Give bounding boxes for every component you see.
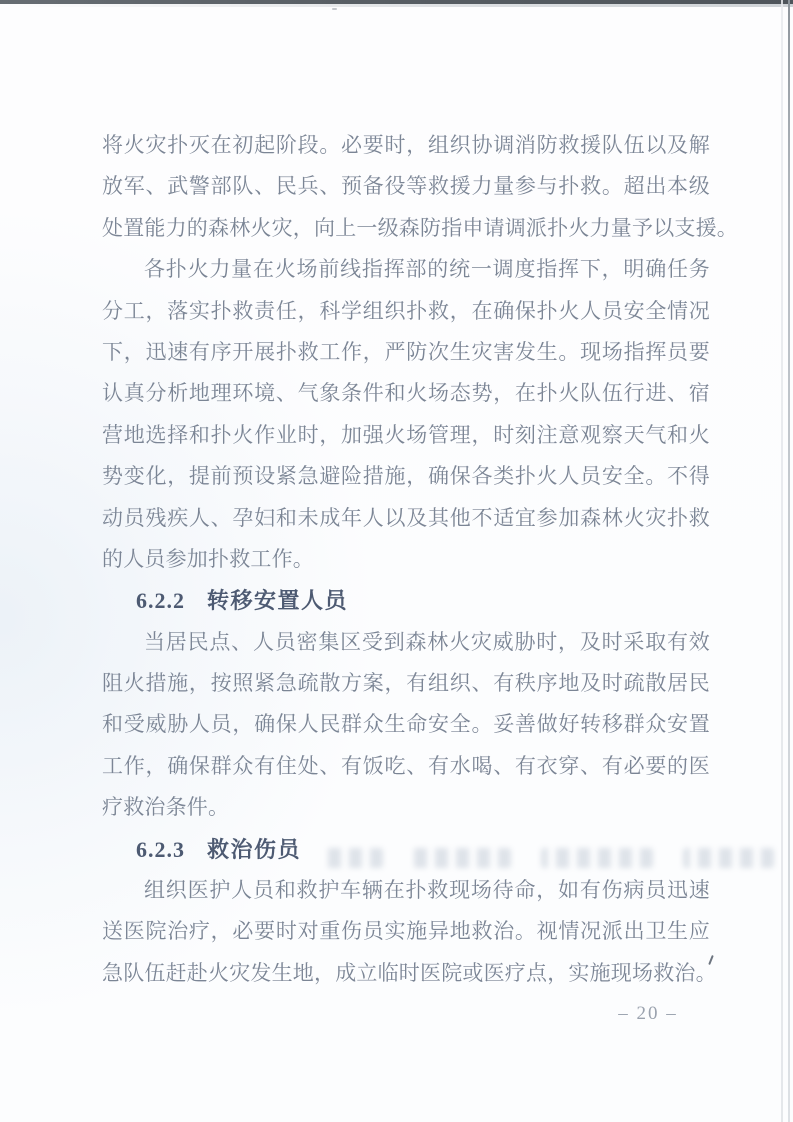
text-line: 下，迅速有序开展扑救工作，严防次生灾害发生。现场指挥员要 — [102, 339, 710, 364]
ink-bleed-blob — [541, 848, 653, 868]
section-title: 救治伤员 — [207, 836, 302, 862]
text-line: 阻火措施，按照紧急疏散方案，有组织、有秩序地及时疏散居民 — [102, 671, 710, 696]
text-line: 营地选择和扑火作业时，加强火场管理，时刻注意观察天气和火 — [102, 422, 710, 447]
text-line: 和受威胁人员，确保人民群众生命安全。妥善做好转移群众安置 — [102, 712, 710, 737]
ink-bleed-blob — [322, 848, 383, 868]
text-line: 放军、武警部队、民兵、预备役等救援力量参与扑救。超出本级 — [102, 174, 710, 199]
ink-bleed-through-artifact — [322, 843, 774, 873]
ink-bleed-blob — [413, 848, 512, 868]
ink-bleed-blob — [683, 848, 774, 868]
text-line: 动员残疾人、孕妇和未成年人以及其他不适宜参加森林火灾扑救 — [102, 505, 710, 530]
text-line: 送医院治疗，必要时对重伤员实施异地救治。视情况派出卫生应 — [102, 919, 710, 944]
text-line: 处置能力的森林火灾，向上一级森防指申请调派扑火力量予以支援。 — [102, 215, 738, 240]
scan-right-edge — [788, 0, 790, 1122]
section-number: 6.2.3 — [136, 836, 185, 862]
section-number: 6.2.2 — [136, 588, 185, 614]
scan-speck-artifact — [332, 8, 337, 10]
page-number: – 20 – — [618, 1003, 678, 1024]
text-line: 各扑火力量在火场前线指挥部的统一调度指挥下，明确任务 — [144, 257, 710, 282]
text-line: 疗救治条件。 — [102, 795, 230, 820]
text-line: 当居民点、人员密集区受到森林火灾威胁时，及时采取有效 — [144, 629, 710, 654]
text-line: 分工，落实扑救责任，科学组织扑救，在确保扑火人员安全情况 — [102, 298, 710, 323]
text-line: 工作，确保群众有住处、有饭吃、有水喝、有衣穿、有必要的医 — [102, 753, 710, 778]
text-line: 急队伍赶赴火灾发生地，成立临时医院或医疗点，实施现场救治。 — [102, 960, 717, 985]
scan-top-edge-shadow — [0, 4, 793, 7]
text-line: 的人员参加扑救工作。 — [102, 546, 314, 571]
text-line: 势变化，提前预设紧急避险措施，确保各类扑火人员安全。不得 — [102, 464, 710, 489]
text-line: 认真分析地理环境、气象条件和火场态势，在扑火队伍行进、宿 — [102, 381, 710, 406]
scan-right-edge-shadow — [781, 0, 783, 1122]
section-title: 转移安置人员 — [207, 588, 349, 614]
section-heading — [102, 580, 710, 621]
text-line: 组织医护人员和救护车辆在扑救现场待命，如有伤病员迅速 — [144, 878, 710, 903]
text-line: 将火灾扑灭在初起阶段。必要时，组织协调消防救援队伍以及解 — [102, 133, 710, 157]
